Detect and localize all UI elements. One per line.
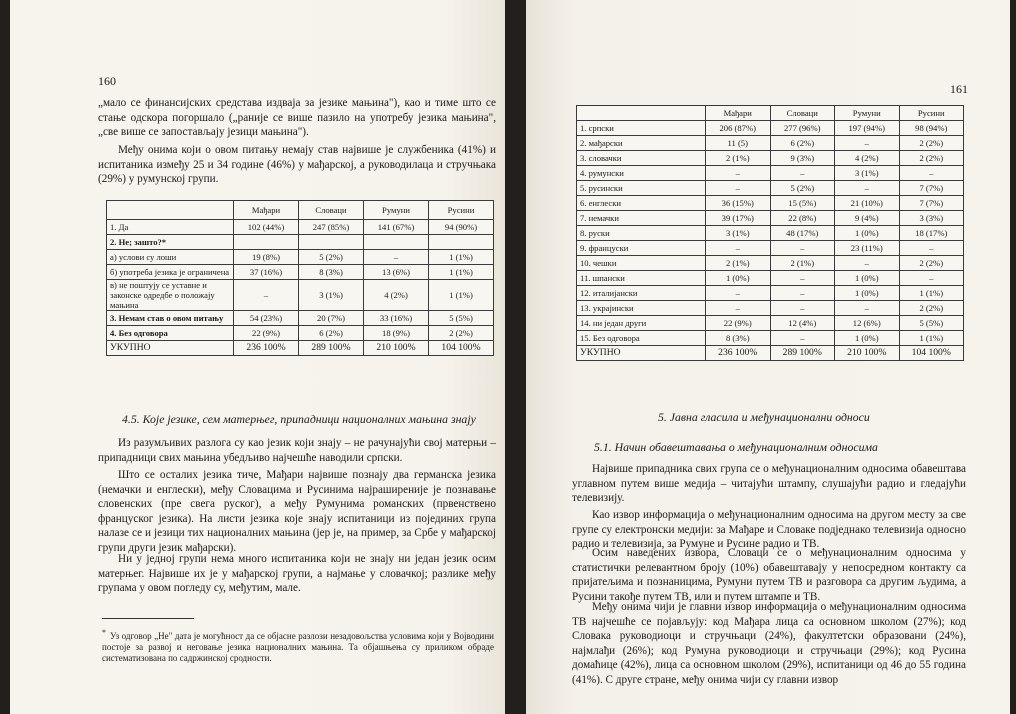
- table-cell: 22 (9%): [234, 326, 299, 341]
- section-heading: 4.5. Које језике, сем матерњег, припадници националних мањина знају: [122, 412, 476, 426]
- table-row: [107, 265, 494, 280]
- table-cell: 33 (16%): [364, 311, 429, 326]
- column-header: Мађари: [706, 106, 771, 121]
- table-row: [577, 331, 964, 346]
- table-row: [577, 136, 964, 151]
- row-label: 6. енглески: [577, 196, 706, 211]
- table-cell: 18 (17%): [899, 226, 964, 241]
- table-cell: 4 (2%): [835, 151, 900, 166]
- table-total-row: [107, 341, 494, 356]
- body-paragraph: Из разумљивих разлога су као језик који знају – не рачунајући свој матерњи – припадници свих мањина убедљиво најчешће наводили српски.: [98, 437, 496, 464]
- table-row: [577, 226, 964, 241]
- body-paragraph: Што се осталих језика тиче, Мађари највише познају два германска језика (немачки и енглески), међу Словацима и Русинима најраширеније је познавање словенских (пре свега руског), а међу Румунима романских (првенствено француског језика). На листи језика које знају испитаници из појединих група налазе се и језици тих националних мањина (јер је, на пример, за Србе у мађарској групи други језик мађарски).: [98, 469, 496, 554]
- survey-table: [106, 200, 494, 356]
- row-label: 3. словачки: [577, 151, 706, 166]
- table-row: [577, 286, 964, 301]
- table-cell: 5 (2%): [299, 250, 364, 265]
- table-cell: 2 (2%): [899, 136, 964, 151]
- table-cell: 15 (5%): [770, 196, 835, 211]
- table-cell: 3 (1%): [299, 280, 364, 311]
- section-heading: 5.1. Начин обавештавања о међунационалним односима: [594, 440, 878, 454]
- table-cell: 37 (16%): [234, 265, 299, 280]
- table-cell: 94 (90%): [429, 220, 494, 235]
- column-header: Румуни: [835, 106, 900, 121]
- table-cell: 1 (1%): [899, 331, 964, 346]
- table-cell: 1 (0%): [706, 271, 771, 286]
- table-cell: 12 (4%): [770, 316, 835, 331]
- table-cell: [234, 235, 299, 250]
- row-label: 1. Да: [107, 220, 234, 235]
- table-cell: –: [706, 241, 771, 256]
- table-cell: [299, 235, 364, 250]
- table-cell: 5 (5%): [429, 311, 494, 326]
- table-cell: 9 (3%): [770, 151, 835, 166]
- table-row: [577, 211, 964, 226]
- body-paragraph: Осим наведених извора, Словаци се о међунационалним односима у статистички релевантном броју (10%) обавештавају у непосредном контакту са пријатељима и познаницима, Румуни путем ТВ и разговора са другим људима, а Русини такође путем ТВ, или и путем штампе и ТВ.: [572, 547, 966, 603]
- table-cell: 2 (2%): [899, 151, 964, 166]
- right-page: [526, 0, 1010, 714]
- intro-paragraph: „мало се финансијских средстава издваја за језике мањина"), као и тиме што се стање одскора погоршало („раније се више пазило на употребу језика мањина", „све више се запостављају језици мањина").: [98, 97, 496, 139]
- table-cell: 7 (7%): [899, 196, 964, 211]
- table-cell: [429, 235, 494, 250]
- row-label: УКУПНО: [577, 346, 706, 361]
- table-cell: 12 (6%): [835, 316, 900, 331]
- table-cell: –: [770, 301, 835, 316]
- table-row: [577, 121, 964, 136]
- table-cell: 9 (4%): [835, 211, 900, 226]
- column-header: Русини: [899, 106, 964, 121]
- table-cell: 1 (1%): [429, 280, 494, 311]
- row-label: 12. италијански: [577, 286, 706, 301]
- table-cell: 3 (1%): [835, 166, 900, 181]
- table-cell: –: [706, 181, 771, 196]
- table-cell: 197 (94%): [835, 121, 900, 136]
- table-cell: –: [706, 301, 771, 316]
- table-cell: 1 (0%): [835, 226, 900, 241]
- table-row: [107, 235, 494, 250]
- table-row: [577, 196, 964, 211]
- table-cell: 7 (7%): [899, 181, 964, 196]
- body-paragraph: Ни у једној групи нема много испитаника који не знају ни један језик осим матерњег. Највише их је у мађарској групи, а најмање у словачкој; разлике међу групама у овом погледу су, међутим, мале.: [98, 553, 496, 595]
- table-cell: 1 (0%): [835, 331, 900, 346]
- table-cell: 2 (1%): [770, 256, 835, 271]
- body-paragraph: Међу онима чији је главни извор информација о међунационалним односима ТВ најчешће се појављују: код Мађара лица са основном школом (27%); код Словака руководиоци и стручњаци (24%), факултетски образовани (24%), најмлађи (26%); код Румуна руководиоци и стручњаци (29%); код Русина домаћице (42%), лица са основном школом (29%), испитаници од 46 до 55 година (41%). С друге стране, међу онима чији су главни извор: [572, 601, 966, 686]
- table-cell: –: [835, 256, 900, 271]
- table-cell: 2 (2%): [429, 326, 494, 341]
- chapter-heading: 5. Јавна гласила и међунационални односи: [658, 410, 870, 424]
- table-cell: 1 (1%): [429, 265, 494, 280]
- table-row: [577, 316, 964, 331]
- table-cell: [364, 235, 429, 250]
- table-cell: –: [770, 331, 835, 346]
- row-label: 14. ни један други: [577, 316, 706, 331]
- column-header: Словаци: [299, 201, 364, 220]
- row-label: в) не поштују се уставне и законске одредбе о положају мањина: [107, 280, 234, 311]
- table-cell: –: [706, 286, 771, 301]
- table-header-row: [107, 201, 494, 220]
- table-row: [577, 301, 964, 316]
- table-cell: 13 (6%): [364, 265, 429, 280]
- table-cell: 2 (2%): [899, 301, 964, 316]
- table-cell: 1 (0%): [835, 286, 900, 301]
- row-label: 5. русински: [577, 181, 706, 196]
- table-cell: 22 (9%): [706, 316, 771, 331]
- table-cell: 8 (3%): [706, 331, 771, 346]
- table-cell: –: [770, 166, 835, 181]
- table-cell: 3 (3%): [899, 211, 964, 226]
- table-cell: 19 (8%): [234, 250, 299, 265]
- table-cell: 5 (5%): [899, 316, 964, 331]
- table-cell: 289 100%: [299, 341, 364, 356]
- table-cell: 48 (17%): [770, 226, 835, 241]
- table-cell: 4 (2%): [364, 280, 429, 311]
- table-cell: 1 (0%): [835, 271, 900, 286]
- row-label: 3. Немам став о овом питању: [107, 311, 234, 326]
- row-label: 4. румунски: [577, 166, 706, 181]
- table-cell: 8 (3%): [299, 265, 364, 280]
- row-label: 1. српски: [577, 121, 706, 136]
- row-label: УКУПНО: [107, 341, 234, 356]
- table-cell: 206 (87%): [706, 121, 771, 136]
- table-cell: 23 (11%): [835, 241, 900, 256]
- table-cell: 1 (1%): [429, 250, 494, 265]
- row-label: 10. чешки: [577, 256, 706, 271]
- table-cell: 247 (85%): [299, 220, 364, 235]
- table-cell: 1 (1%): [899, 286, 964, 301]
- table-corner-cell: [577, 106, 706, 121]
- footnote: [102, 627, 494, 664]
- table-cell: –: [234, 280, 299, 311]
- table-cell: 2 (1%): [706, 151, 771, 166]
- page-number: 160: [98, 74, 116, 88]
- footnote-divider: [102, 618, 194, 619]
- table-cell: –: [899, 166, 964, 181]
- table-cell: –: [835, 301, 900, 316]
- table-cell: 236 100%: [234, 341, 299, 356]
- table-cell: 210 100%: [364, 341, 429, 356]
- column-header: Румуни: [364, 201, 429, 220]
- table-cell: 6 (2%): [299, 326, 364, 341]
- row-label: 4. Без одговора: [107, 326, 234, 341]
- column-header: Русини: [429, 201, 494, 220]
- table-row: [107, 280, 494, 311]
- table-row: [577, 271, 964, 286]
- table-cell: 3 (1%): [706, 226, 771, 241]
- table-cell: –: [706, 166, 771, 181]
- table-cell: 104 100%: [429, 341, 494, 356]
- table-cell: –: [899, 241, 964, 256]
- table-cell: 104 100%: [899, 346, 964, 361]
- table-cell: –: [770, 271, 835, 286]
- footnote-text: Уз одговор „Не" дата је могућност да се објасне разлози незадовољства условима који у Војводини постоје за развој и неговање језика националних мањина. Та објашњења су приликом обраде систематизована по садржинској сродности.: [102, 631, 494, 663]
- table-cell: 98 (94%): [899, 121, 964, 136]
- table-cell: 2 (2%): [899, 256, 964, 271]
- left-page: [10, 0, 505, 714]
- intro-paragraph: Међу онима који о овом питању немају став највише је службеника (41%) и испитаника између 25 и 34 године (46%) у мађарској, а руководилаца и стручњака (29%) у румунској групи.: [98, 144, 496, 186]
- table-cell: –: [835, 136, 900, 151]
- table-row: [107, 250, 494, 265]
- table-cell: 54 (23%): [234, 311, 299, 326]
- table-cell: 141 (67%): [364, 220, 429, 235]
- footnote-marker: *: [102, 628, 106, 637]
- table-row: [107, 220, 494, 235]
- table-row: [577, 151, 964, 166]
- table-cell: 21 (10%): [835, 196, 900, 211]
- table-row: [577, 241, 964, 256]
- row-label: а) услови су лоши: [107, 250, 234, 265]
- table-cell: 39 (17%): [706, 211, 771, 226]
- table-row: [107, 326, 494, 341]
- table-cell: 36 (15%): [706, 196, 771, 211]
- table-cell: 2 (1%): [706, 256, 771, 271]
- row-label: 11. шпански: [577, 271, 706, 286]
- body-paragraph: Највише припадника свих група се о међунационалним односима обавештава углавном путем више медија – читајући штампу, слушајући радио и гледајући телевизију.: [572, 463, 966, 505]
- table-header-row: [577, 106, 964, 121]
- column-header: Словаци: [770, 106, 835, 121]
- table-corner-cell: [107, 201, 234, 220]
- table-cell: –: [899, 271, 964, 286]
- row-label: 13. украјински: [577, 301, 706, 316]
- table-cell: 22 (8%): [770, 211, 835, 226]
- table-cell: –: [770, 286, 835, 301]
- table-cell: 5 (2%): [770, 181, 835, 196]
- body-paragraph: Као извор информација о међунационалним односима на другом месту за све групе су електронски медији: за Мађаре и Словаке подједнако телевизија односно радио и телевизија, за Румуне и Русине радио и ТВ.: [572, 509, 966, 551]
- languages-table: [576, 105, 964, 361]
- row-label: 9. француски: [577, 241, 706, 256]
- table-cell: 102 (44%): [234, 220, 299, 235]
- row-label: 2. мађарски: [577, 136, 706, 151]
- table-cell: 20 (7%): [299, 311, 364, 326]
- table-cell: –: [835, 181, 900, 196]
- table-row: [107, 311, 494, 326]
- table-cell: 210 100%: [835, 346, 900, 361]
- table-cell: –: [770, 241, 835, 256]
- row-label: 8. руски: [577, 226, 706, 241]
- table-cell: –: [364, 250, 429, 265]
- table-cell: 236 100%: [706, 346, 771, 361]
- table-cell: 6 (2%): [770, 136, 835, 151]
- row-label: б) употреба језика је ограничена: [107, 265, 234, 280]
- table-cell: 11 (5): [706, 136, 771, 151]
- table-total-row: [577, 346, 964, 361]
- table-cell: 18 (9%): [364, 326, 429, 341]
- row-label: 15. Без одговора: [577, 331, 706, 346]
- table-cell: 277 (96%): [770, 121, 835, 136]
- row-label: 2. Не; зашто?*: [107, 235, 234, 250]
- table-row: [577, 181, 964, 196]
- page-number: 161: [950, 82, 968, 96]
- row-label: 7. немачки: [577, 211, 706, 226]
- table-row: [577, 256, 964, 271]
- table-row: [577, 166, 964, 181]
- column-header: Мађари: [234, 201, 299, 220]
- table-cell: 289 100%: [770, 346, 835, 361]
